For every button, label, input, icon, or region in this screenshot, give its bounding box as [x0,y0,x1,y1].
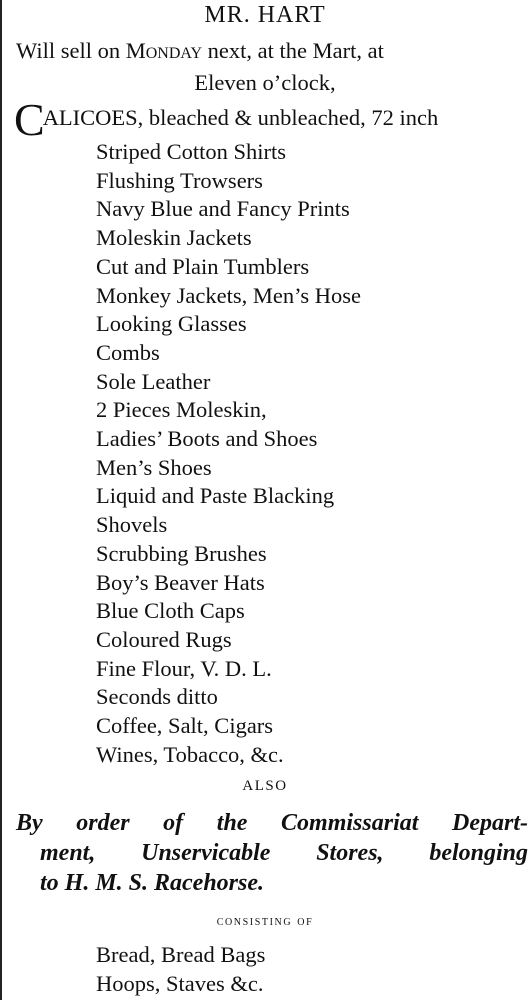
list-item: Shovels [96,512,168,538]
goods-list [96,138,361,769]
order-line-1: By order of the Commissariat Depart- [16,810,528,836]
list-item: Monkey Jackets, Men’s Hose [96,282,361,308]
column-rule [0,0,2,1000]
drop-cap: C [14,94,45,145]
list-item: Moleskin Jackets [96,225,252,251]
list-item: Wines, Tobacco, &c. [96,741,284,767]
list-item: Cut and Plain Tumblers [96,253,310,279]
intro-part2: next, at the Mart, at [202,38,384,63]
intro-day: Monday [125,38,203,63]
list-item: Looking Glasses [96,311,247,337]
lead-item [14,94,439,145]
list-item: Blue Cloth Caps [96,598,245,624]
lead-item-text: ALICOES, bleached & unbleached, 72 inch [42,105,439,130]
list-item: Striped Cotton Shirts [96,139,287,164]
commissariat-order [16,808,528,898]
list-item: Navy Blue and Fancy Prints [96,196,350,222]
list-item: Sole Leather [96,368,211,394]
list-item: Scrubbing Brushes [96,540,267,566]
list-item: Seconds ditto [96,684,218,710]
list-item: Bread, Bread Bags [96,942,266,967]
list-item: Fine Flour, V. D. L. [96,655,272,681]
intro-time: Eleven o’clock, [194,70,336,95]
stores-list [96,940,265,998]
list-item: Hoops, Staves &c. [96,971,264,996]
intro-part1: Will sell on [16,38,126,63]
intro-line [16,38,384,64]
list-item: Ladies’ Boots and Shoes [96,426,318,452]
list-item: Men’s Shoes [96,454,212,480]
also-label: ALSO [242,778,288,794]
order-line-3: to H. M. S. Racehorse. [40,870,265,896]
list-item: Coffee, Salt, Cigars [96,713,274,739]
list-item: 2 Pieces Moleskin, [96,397,267,423]
consisting-label: consisting of [216,914,314,929]
list-item: Liquid and Paste Blacking [96,483,335,509]
list-item: Coloured Rugs [96,626,232,652]
list-item: Flushing Trowsers [96,167,263,193]
order-line-2: ment, Unservicable Stores, belonging [40,840,528,866]
list-item: Boy’s Beaver Hats [96,569,265,595]
list-item: Combs [96,339,160,365]
advert-title: MR. HART [204,2,326,28]
